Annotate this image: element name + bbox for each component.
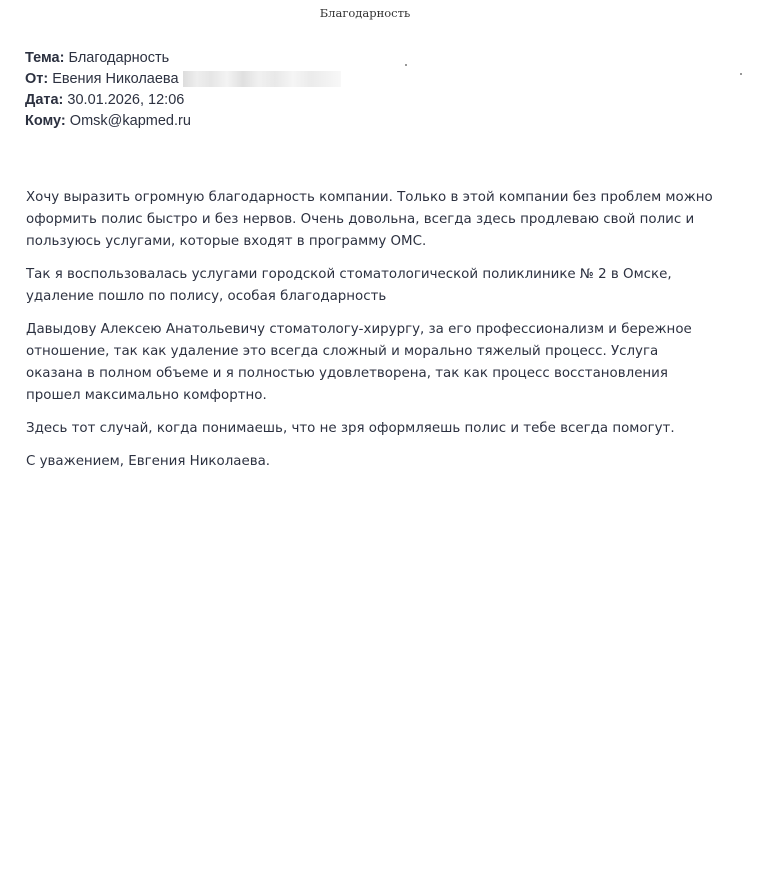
scan-speck (740, 73, 742, 75)
from-label: От: (25, 71, 49, 87)
to-label: Кому: (25, 113, 66, 129)
body-paragraph: Здесь тот случай, когда понимаешь, что не зря оформляешь полис и тебе всегда помогут. (26, 421, 675, 436)
to-value: Omsk@kapmed.ru (69, 113, 191, 129)
date-label: Дата: (25, 92, 64, 108)
subject-row (25, 48, 341, 69)
from-value: Евения Николаева (52, 71, 179, 87)
body-paragraph: Давыдову Алексею Анатольевичу стоматологу-хирургу, за его профессионализм и бережное отношение, так как удаление это всегда сложный и морально тяжелый процесс. Услуга оказана в полном объеме и я полностью удовлетворена, так как процесс восстановления прошел максимально комфортно. (26, 322, 692, 403)
date-value: 30.01.2026, 12:06 (67, 92, 185, 108)
body-paragraph: Так я воспользовалась услугами городской стоматологической поликлинике № 2 в Омске, удаление пошло по полису, особая благодарность (26, 267, 672, 304)
date-row (25, 90, 341, 111)
letter-body (26, 187, 716, 484)
from-row (25, 69, 341, 90)
signature: С уважением, Евгения Николаева. (26, 454, 271, 469)
body-paragraph: Хочу выразить огромную благодарность компании. Только в этой компании без проблем можно оформить полис быстро и без нервов. Очень довольна, всегда здесь продлеваю свой полис и пользуюсь услугами, которые входят в программу ОМС. (26, 190, 713, 249)
scan-speck (405, 64, 407, 66)
redacted-email-blur (183, 71, 341, 87)
subject-value: Благодарность (68, 50, 170, 66)
email-header (25, 48, 341, 132)
subject-label: Тема: (25, 50, 65, 66)
to-row (25, 111, 341, 132)
document-title: Благодарность (319, 6, 411, 20)
